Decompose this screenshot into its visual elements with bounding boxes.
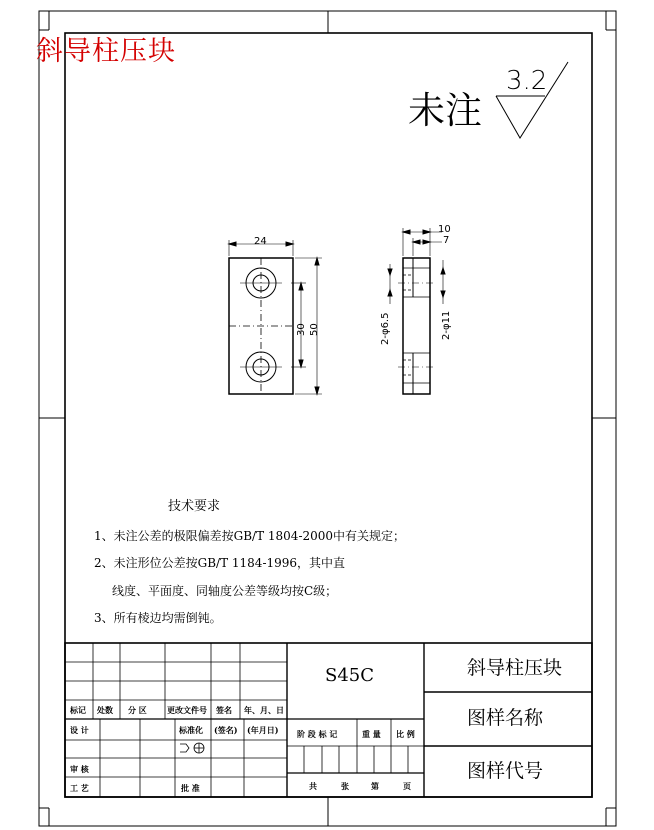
row-check: 审 核 <box>70 764 89 774</box>
rev-header-date: 年、月、日 <box>244 705 284 715</box>
sheet-page-label: 页 <box>403 781 411 791</box>
rev-header-count: 处数 <box>97 705 113 715</box>
dim-width: 24 <box>254 236 267 247</box>
row-process: 工 艺 <box>70 783 89 793</box>
weight-header: 重 量 <box>362 729 381 739</box>
dim-side-step: 7 <box>443 235 450 246</box>
rev-header-sign: 签名 <box>216 705 232 715</box>
rev-header-mark: 标记 <box>70 705 86 715</box>
tech-line-1: 1、未注公差的极限偏差按GB/T 1804-2000中有关规定； <box>94 529 406 543</box>
stage-header: 阶 段 标 记 <box>297 729 338 739</box>
scale-header: 比 例 <box>396 729 415 739</box>
tech-heading: 技术要求 <box>168 499 221 514</box>
dim-hole-large: 2-φ11 <box>441 310 452 340</box>
drawing-name-label: 图样名称 <box>467 707 544 729</box>
row-approve: 批 准 <box>181 783 200 793</box>
front-view <box>229 240 322 394</box>
roughness-value: 3.2 <box>506 66 548 96</box>
sheet-total-label: 共 <box>309 781 317 791</box>
material: S45C <box>325 665 375 686</box>
sheet-unit-label: 张 <box>341 781 349 791</box>
dim-hole-small: 2-φ6.5 <box>380 312 391 345</box>
rev-header-doc: 更改文件号 <box>167 705 207 715</box>
drawing-title: 斜导柱压块 <box>36 36 176 67</box>
tech-line-2b: 线度、平面度、同轴度公差等级均按C级； <box>112 584 338 598</box>
part-name: 斜导柱压块 <box>467 657 563 679</box>
sheet-no-label: 第 <box>371 781 379 791</box>
side-view <box>388 228 445 394</box>
outer-border <box>39 11 616 826</box>
dim-hole-pitch: 30 <box>296 323 307 336</box>
rev-header-zone: 分 区 <box>128 705 147 715</box>
dim-length: 50 <box>309 323 320 336</box>
surface-note: 未注 <box>408 89 482 132</box>
row-date: (年月日) <box>247 725 279 735</box>
row-sign: (签名) <box>214 725 238 735</box>
tech-line-2: 2、未注形位公差按GB/T 1184-1996，其中直 <box>94 556 346 570</box>
tech-line-3: 3、所有棱边均需倒钝。 <box>94 611 222 625</box>
row-std: 标准化 <box>179 725 203 735</box>
drawing-code-label: 图样代号 <box>467 760 544 782</box>
row-design: 设 计 <box>70 725 89 735</box>
dim-side-total: 10 <box>438 224 451 235</box>
